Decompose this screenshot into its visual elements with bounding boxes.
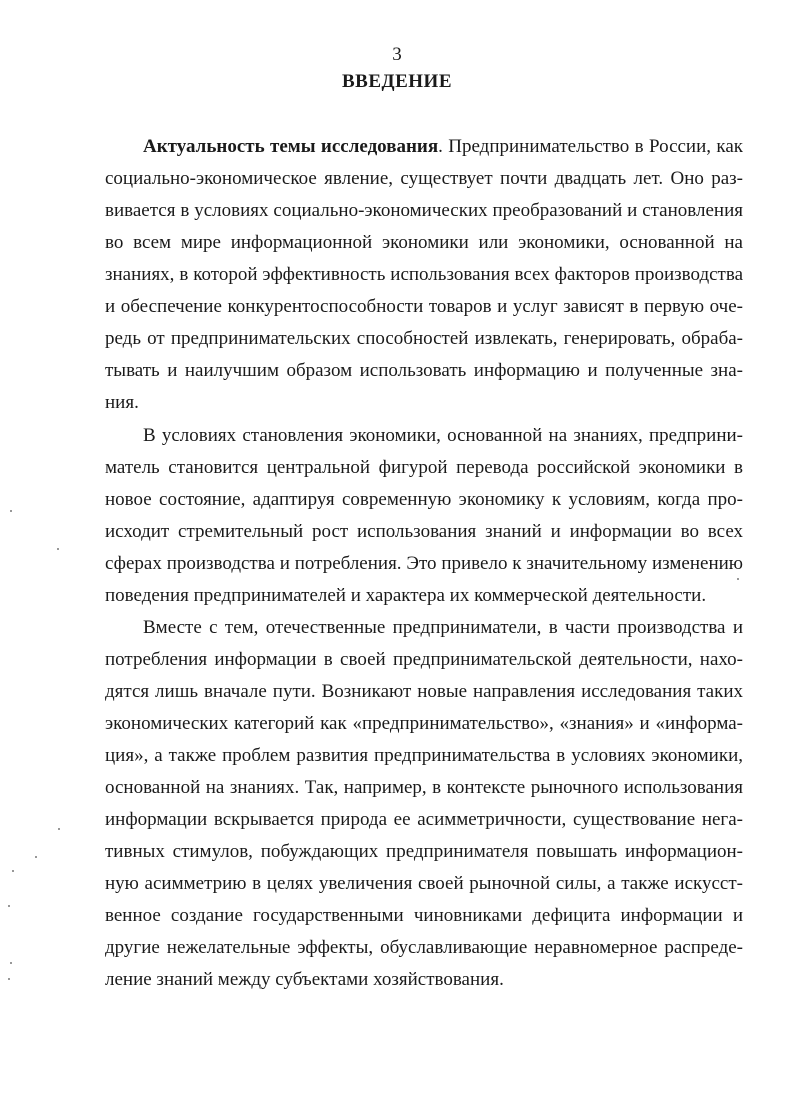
- text-line: венное создание государственными чиновниками дефицита информации и: [105, 905, 743, 926]
- text-line: сферах производства и потребления. Это привело к значительному изменению: [105, 553, 743, 574]
- text-line: социально-экономическое явление, существует почти двадцать лет. Оно раз-: [105, 168, 743, 189]
- text-line: ция», а также проблем развития предпринимательства в условиях экономики,: [105, 745, 743, 766]
- text-line: тывать и наилучшим образом использовать информацию и полученные зна-: [105, 360, 743, 381]
- text-line: ную асимметрию в целях увеличения своей рыночной силы, а также искусст-: [105, 873, 743, 894]
- page-number: 3: [392, 44, 402, 65]
- text-line: новое состояние, адаптируя современную экономику к условиям, когда про-: [105, 489, 743, 510]
- text-line: тивных стимулов, побуждающих предпринимателя повышать информацион-: [105, 841, 743, 862]
- text-line: поведения предпринимателей и характера их коммерческой деятельности.: [105, 585, 707, 606]
- text-line: информации вскрывается природа ее асимметричности, существование нега-: [105, 809, 743, 830]
- scan-speck: [35, 856, 37, 858]
- scan-speck: [58, 828, 60, 830]
- text-line: В условиях становления экономики, основанной на знаниях, предприни-: [143, 425, 743, 446]
- scan-speck: [10, 962, 12, 964]
- text-line: редь от предпринимательских способностей извлекать, генерировать, обраба-: [105, 328, 743, 349]
- text-line: дятся лишь вначале пути. Возникают новые направления исследования таких: [105, 681, 743, 702]
- text-line: потребления информации в своей предпринимательской деятельности, нахо-: [105, 649, 743, 670]
- text-line: матель становится центральной фигурой перевода российской экономики в: [105, 457, 743, 478]
- text-line: другие нежелательные эффекты, обуславливающие неравномерное распреде-: [105, 937, 743, 958]
- scan-speck: [8, 905, 10, 907]
- scan-speck: [57, 548, 59, 550]
- text-line: ление знаний между субъектами хозяйствования.: [105, 969, 504, 990]
- text-line: знаниях, в которой эффективность использования всех факторов производства: [105, 264, 743, 285]
- text-line: во всем мире информационной экономики или экономики, основанной на: [105, 232, 743, 253]
- scan-speck: [10, 510, 12, 512]
- text-line: Вместе с тем, отечественные предприниматели, в части производства и: [143, 617, 743, 638]
- text-line: основанной на знаниях. Так, например, в контексте рыночного использования: [105, 777, 743, 798]
- text-line: Актуальность темы исследования. Предпринимательство в России, как: [143, 136, 743, 157]
- section-lead: Актуальность темы исследования: [143, 136, 439, 157]
- page-title: ВВЕДЕНИЕ: [342, 71, 452, 92]
- text-line: исходит стремительный рост использования знаний и информации во всех: [105, 521, 743, 542]
- scan-speck: [12, 870, 14, 872]
- scan-speck: [8, 978, 10, 980]
- text-line: вивается в условиях социально-экономических преобразований и становления: [105, 200, 743, 221]
- scan-speck: [737, 578, 739, 580]
- text-line: и обеспечение конкурентоспособности товаров и услуг зависят в первую оче-: [105, 296, 743, 317]
- text-line: ния.: [105, 392, 139, 413]
- text-line: экономических категорий как «предпринимательство», «знания» и «информа-: [105, 713, 743, 734]
